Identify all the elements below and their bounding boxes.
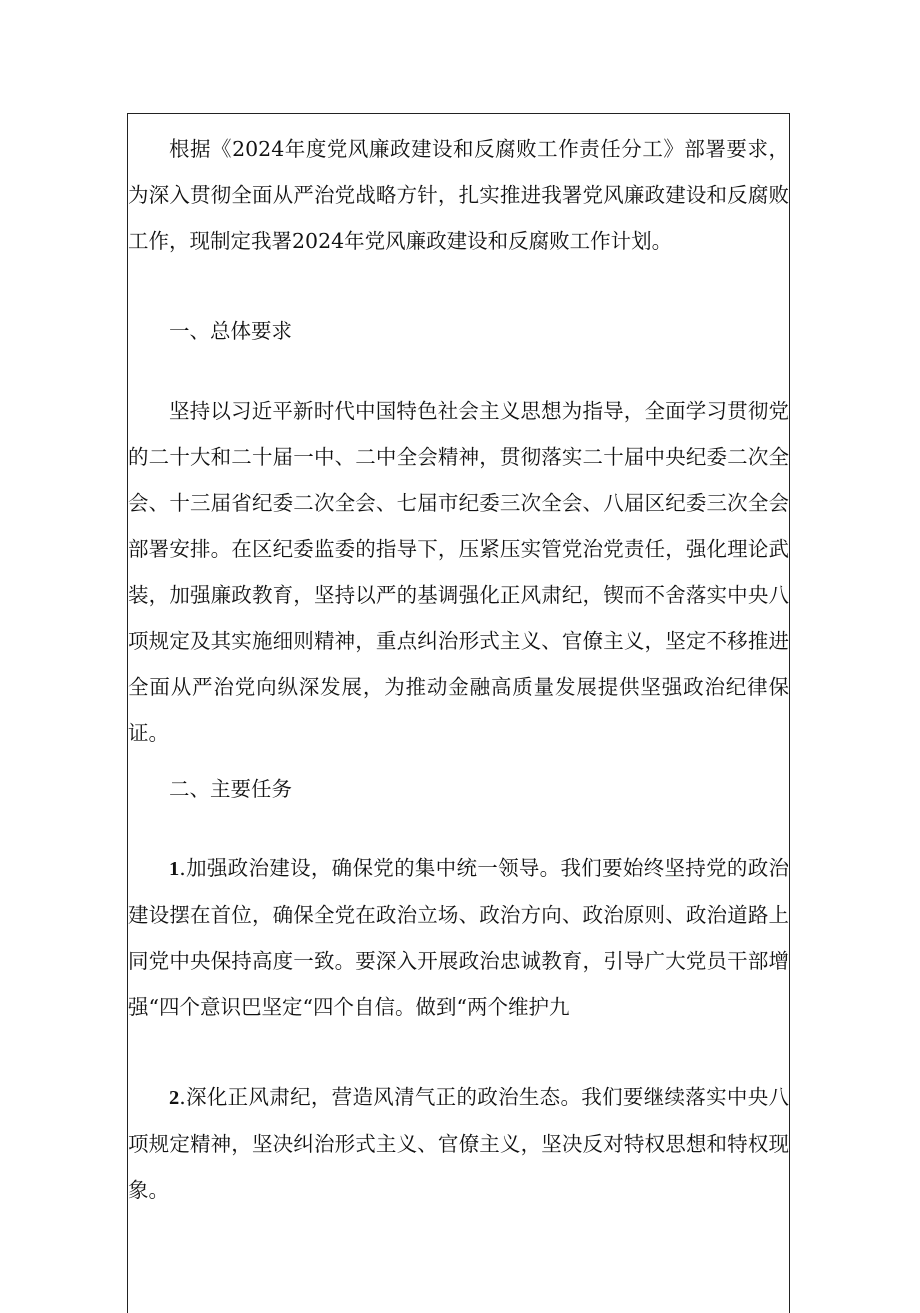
document-frame: [127, 113, 790, 1313]
task-2-text: .深化正风肃纪，营造风清气正的政治生态。我们要继续落实中央八项规定精神，坚决纠治形式主义、官僚主义，坚决反对特权思想和特权现象。: [128, 1085, 789, 1202]
task-2-number: 2: [169, 1087, 180, 1109]
intro-paragraph: 根据《2024年度党风廉政建设和反腐败工作责任分工》部署要求，为深入贯彻全面从严治党战略方针，扎实推进我署党风廉政建设和反腐败工作，现制定我署2024年党风廉政建设和反腐败工作计划。: [128, 137, 789, 253]
general-requirements-paragraph: 坚持以习近平新时代中国特色社会主义思想为指导，全面学习贯彻党的二十大和二十届一中、二中全会精神，贯彻落实二十届中央纪委二次全会、十三届省纪委二次全会、七届市纪委三次全会、八届区纪委三次全会部署安排。在区纪委监委的指导下，压紧压实管党治党责任，强化理论武装，加强廉政教育，坚持以严的基调强化正风肃纪，锲而不舍落实中央八项规定及其实施细则精神，重点纠治形式主义、官僚主义，坚定不移推进全面从严治党向纵深发展，为推动金融高质量发展提供坚强政治纪律保证。: [128, 399, 789, 745]
task-1-paragraph: [128, 845, 789, 1030]
section-heading-main-tasks: 二、主要任务: [169, 777, 292, 801]
task-1-text: .加强政治建设，确保党的集中统一领导。我们要始终坚持党的政治建设摆在首位，确保全党在政治立场、政治方向、政治原则、政治道路上同党中央保持高度一致。要深入开展政治忠诚教育，引导广大党员干部增强“四个意识巴坚定“四个自信。做到“两个维护九: [128, 856, 789, 1019]
task-2-paragraph: [128, 1074, 789, 1213]
task-1-number: 1: [169, 858, 180, 880]
section-heading-general-requirements: 一、总体要求: [169, 319, 292, 343]
